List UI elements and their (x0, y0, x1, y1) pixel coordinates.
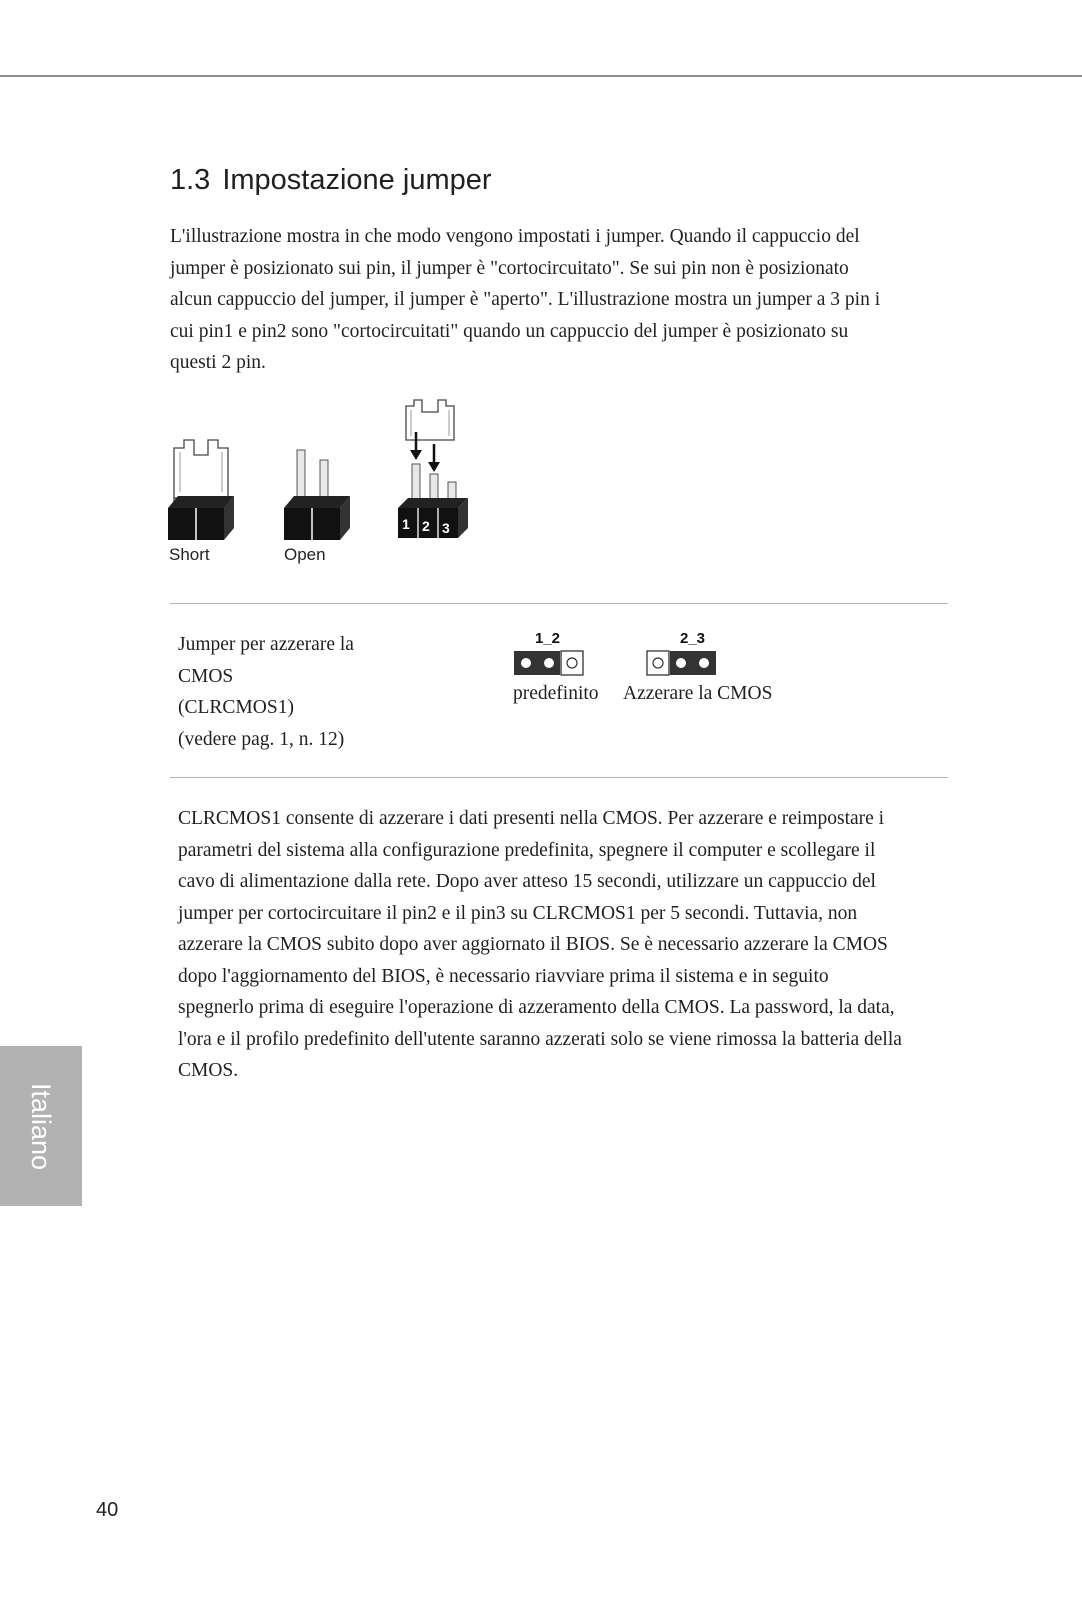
short-label: Short (169, 545, 210, 564)
short-jumper-figure (168, 440, 234, 564)
default-pin-label: 1_2 (535, 630, 561, 647)
section-number: 1.3 (170, 164, 211, 196)
default-pin-figure (513, 629, 585, 684)
pin-number-1: 1 (402, 516, 410, 532)
jumper-label-line: CMOS (178, 665, 234, 687)
jumper-illustration (166, 398, 486, 588)
pin-number-2: 2 (422, 518, 430, 534)
open-jumper-figure (284, 450, 350, 564)
jumper-description (178, 629, 428, 755)
intro-paragraph: L'illustrazione mostra in che modo vengono impostati i jumper. Quando il cappuccio del jumper è posizionato sui pin, il jumper è "cortocircuitato". Se sui pin non è posizionato alcun cappuccio del jumper, il jumper è "aperto". L'illustrazione mostra un jumper a 3 pin i cui pin1 e pin2 sono "cortocircuitati" quando un cappuccio del jumper è posizionato su questi 2 pin. (170, 226, 881, 373)
section-title (170, 164, 492, 197)
table-bottom-rule (170, 777, 948, 778)
jumper-label-line: (vedere pag. 1, n. 12) (178, 728, 345, 750)
jumper-label-line: Jumper per azzerare la (178, 634, 354, 655)
clear-caption: Azzerare la CMOS (623, 683, 773, 704)
three-pin-jumper-figure (398, 400, 468, 538)
page-number: 40 (96, 1499, 119, 1521)
language-tab (0, 1046, 82, 1206)
table-top-rule (170, 603, 948, 604)
jumper-diagram (166, 398, 486, 583)
clear-pin-figure (646, 629, 718, 684)
header-rule (0, 75, 1082, 77)
default-caption: predefinito (513, 683, 599, 704)
clrcmos-description: CLRCMOS1 consente di azzerare i dati presenti nella CMOS. Per azzerare e reimpostare i parametri del sistema alla configurazione predefinita, spegnere il computer e scollegare il cavo di alimentazione dalla rete. Dopo aver atteso 15 secondi, utilizzare un cappuccio del jumper per cortocircuitare il pin2 e il pin3 su CLRCMOS1 per 5 secondi. Tuttavia, non azzerare la CMOS subito dopo aver aggiornato il BIOS. Se è necessario azzerare la CMOS dopo l'aggiornamento del BIOS, è necessario riavviare prima il sistema e in seguito spegnerlo prima di eseguire l'operazione di azzeramento della CMOS. La password, la data, l'ora e il profilo predefinito dell'utente saranno azzerati solo se viene rimossa la batteria della CMOS. (178, 808, 902, 1081)
clear-pin-label: 2_3 (680, 630, 706, 647)
jumper-label-line: (CLRCMOS1) (178, 697, 294, 718)
language-tab-label: Italiano (26, 1082, 57, 1170)
pin-number-3: 3 (442, 520, 450, 536)
open-label: Open (284, 545, 326, 564)
section-title-text: Impostazione jumper (222, 164, 492, 196)
